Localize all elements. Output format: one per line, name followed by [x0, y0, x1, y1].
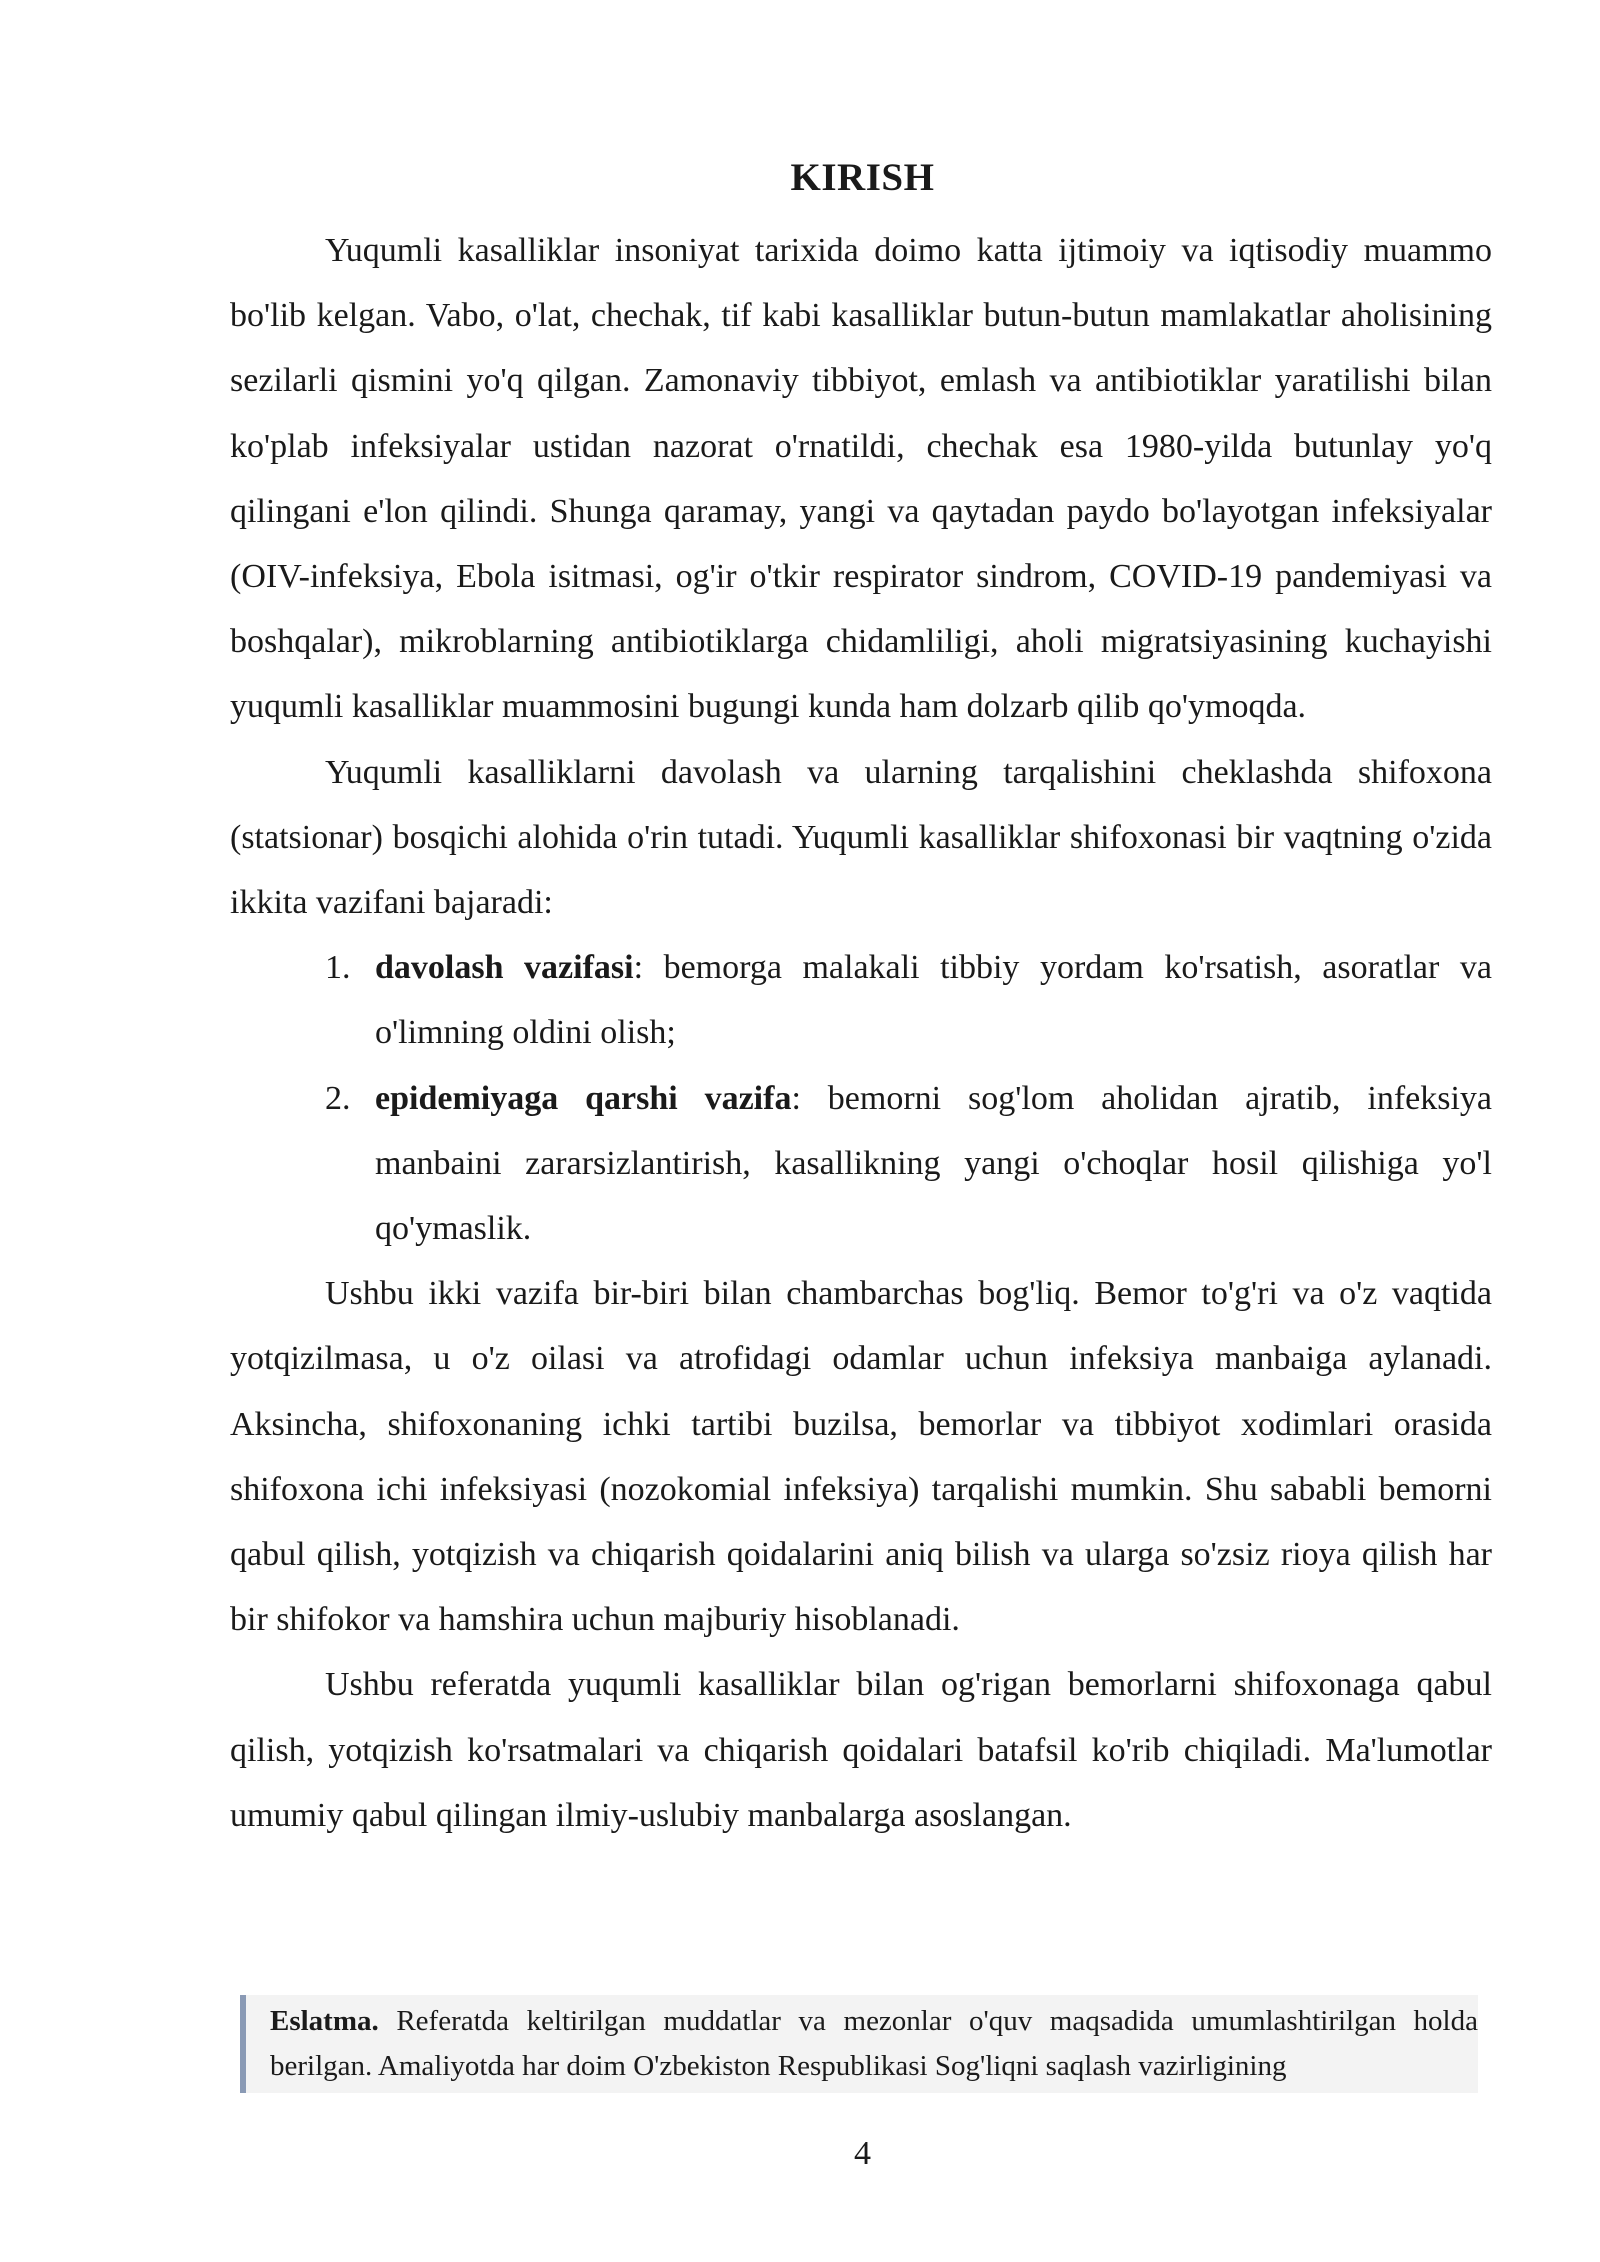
page-title: KIRISH: [790, 156, 935, 199]
page-number: 4: [854, 2135, 871, 2172]
list-item-number: 2.: [325, 1079, 351, 1117]
task-list: [230, 935, 1492, 1261]
paragraph-tasks-relation: Ushbu ikki vazifa bir-biri bilan chambarchas bog'liq. Bemor to'g'ri va o'z vaqtida yotqizilmasa, u o'z oilasi va atrofidagi odamlar uchun infeksiya manbaiga aylanadi. Aksincha, shifoxonaning ichki tartibi buzilsa, bemorlar va tibbiyot xodimlari orasida shifoxona ichi infeksiyasi (nozokomial infeksiya) tarqalishi mumkin. Shu sababli bemorni qabul qilish, yotqizish va chiqarish qoidalarini aniq bilish va ularga so'zsiz rioya qilish har bir shifokor va hamshira uchun majburiy hisoblanadi.: [230, 1275, 1492, 1639]
list-item-number: 1.: [325, 949, 351, 987]
paragraph-hospital-role: Yuqumli kasalliklarni davolash va ularning tarqalishini cheklashda shifoxona (statsionar) bosqichi alohida o'rin tutadi. Yuqumli kasalliklar shifoxonasi bir vaqtning o'zida ikkita vazifani bajaradi:: [230, 753, 1492, 922]
document-body: [230, 218, 1492, 1848]
note-box: [240, 1995, 1478, 2093]
list-item-term: davolash vazifasi: [375, 949, 634, 987]
list-item: [230, 935, 1492, 1065]
note-label: Eslatma.: [270, 2005, 379, 2037]
list-item-term: epidemiyaga qarshi vazifa: [375, 1079, 792, 1117]
paragraph-referat-scope: Ushbu referatda yuqumli kasalliklar bilan og'rigan bemorlarni shifoxonaga qabul qilish, yotqizish ko'rsatmalari va chiqarish qoidalari batafsil ko'rib chiqiladi. Ma'lumotlar umumiy qabul qilingan ilmiy-uslubiy manbalarga asoslangan.: [230, 1666, 1492, 1834]
list-item-text: : bemorni sog'lom aholidan ajratib, infeksiya manbaini zararsizlantirish, kasallikning yangi o'choqlar hosil qilishiga yo'l qo'ymaslik.: [375, 1079, 1493, 1248]
list-item-text: : bemorga malakali tibbiy yordam ko'rsatish, asoratlar va o'limning oldini olish;: [375, 949, 1492, 1052]
paragraph-intro: Yuqumli kasalliklar insoniyat tarixida doimo katta ijtimoiy va iqtisodiy muammo bo'lib kelgan. Vabo, o'lat, chechak, tif kabi kasalliklar butun-butun mamlakatlar aholisining sezilarli qismini yo'q qilgan. Zamonaviy tibbiyot, emlash va antibiotiklar yaratilishi bilan ko'plab infeksiyalar ustidan nazorat o'rnatildi, chechak esa 1980-yilda butunlay yo'q qilingani e'lon qilindi. Shunga qaramay, yangi va qaytadan paydo bo'layotgan infeksiyalar (OIV-infeksiya, Ebola isitmasi, og'ir o'tkir respirator sindrom, COVID-19 pandemiyasi va boshqalar), mikroblarning antibiotiklarga chidamliligi, aholi migratsiyasining kuchayishi yuqumli kasalliklar muammosini bugungi kunda ham dolzarb qilib qo'ymoqda.: [230, 232, 1492, 726]
list-item: [230, 1066, 1492, 1262]
note-text: Referatda keltirilgan muddatlar va mezonlar o'quv maqsadida umumlashtirilgan holda berilgan. Amaliyotda har doim O'zbekiston Respublikasi Sog'liqni saqlash vazirligining: [270, 2005, 1478, 2082]
